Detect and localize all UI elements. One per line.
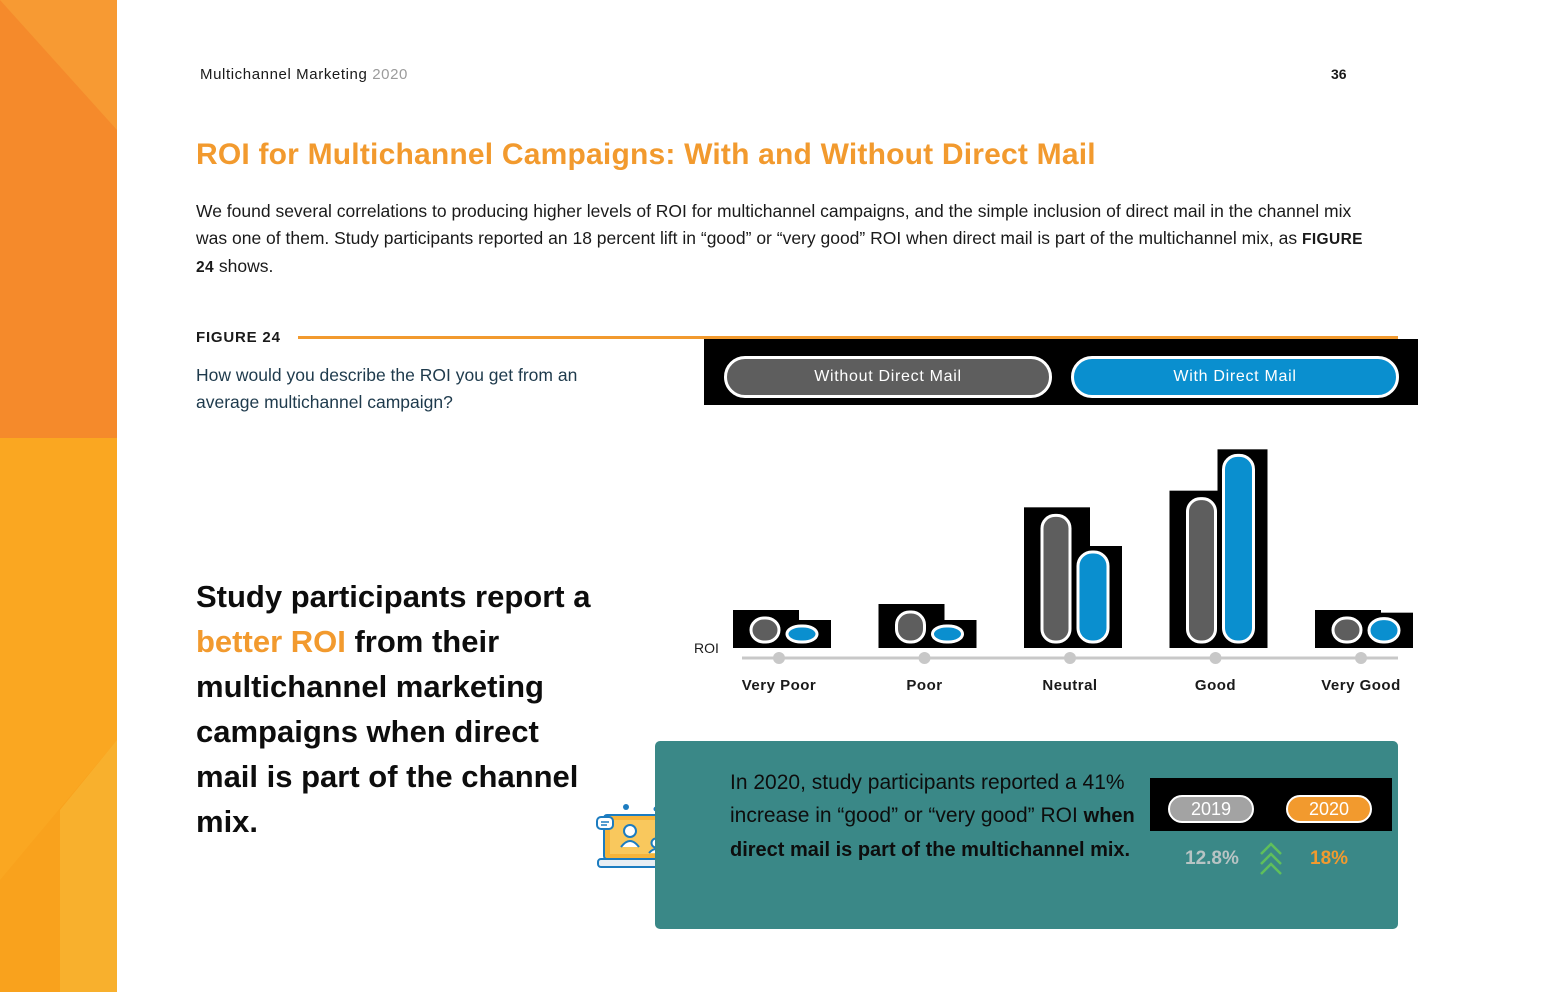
side-band-facets bbox=[0, 0, 117, 992]
figure-label: FIGURE 24 bbox=[196, 329, 281, 346]
bar-without-good bbox=[1188, 499, 1216, 642]
document-title bbox=[200, 66, 408, 83]
intro-paragraph bbox=[196, 198, 1376, 282]
callout-text-normal: In 2020, study participants reported a 41% increase in “good” or “very good” ROI bbox=[730, 771, 1125, 827]
bar-without-very-good bbox=[1333, 618, 1361, 642]
tick-label-neutral: Neutral bbox=[1042, 677, 1098, 694]
chevron-up-arrows-icon bbox=[1258, 842, 1284, 878]
axis-dot bbox=[1355, 652, 1367, 664]
intro-text-end: shows. bbox=[214, 256, 274, 276]
pct-2019: 12.8% bbox=[1185, 848, 1239, 869]
tick-label-very-good: Very Good bbox=[1321, 677, 1401, 694]
doc-year: 2020 bbox=[372, 66, 409, 83]
pull-quote bbox=[196, 574, 596, 844]
legend-with-direct-mail: With Direct Mail bbox=[1071, 356, 1399, 398]
y-axis-label: ROI bbox=[694, 640, 719, 656]
bar-with-neutral bbox=[1078, 552, 1108, 642]
axis-dot bbox=[1064, 652, 1076, 664]
doc-title-text: Multichannel Marketing bbox=[200, 66, 368, 83]
bar-with-very-poor bbox=[787, 626, 817, 642]
side-decoration-band bbox=[0, 0, 117, 992]
roi-bar-chart bbox=[690, 430, 1430, 715]
callout-text-bold: when direct mail is part of the multichannel mix. bbox=[730, 805, 1135, 861]
quote-part-1: Study participants report a bbox=[196, 579, 591, 614]
page-title: ROI for Multichannel Campaigns: With and Without Direct Mail bbox=[196, 138, 1096, 171]
pct-2020: 18% bbox=[1310, 848, 1349, 869]
callout-text bbox=[730, 766, 1140, 867]
tick-label-good: Good bbox=[1194, 677, 1237, 694]
chart-legend bbox=[704, 339, 1418, 405]
figure-question: How would you describe the ROI you get from an average multichannel campaign? bbox=[196, 365, 578, 412]
axis-dot bbox=[919, 652, 931, 664]
intro-text: We found several correlations to producing higher levels of ROI for multichannel campaigns, and the simple inclusion of direct mail in the channel mix was one of them. Study participants reported an 18 percent lift in “good” or “very good” ROI when direct mail is part of the multichannel mix, as bbox=[196, 201, 1352, 248]
bar-without-poor bbox=[897, 612, 925, 642]
tick-label-very-poor: Very Poor bbox=[741, 677, 817, 694]
bar-with-poor bbox=[933, 626, 963, 642]
bar-with-very-good bbox=[1369, 619, 1399, 642]
bar-without-neutral bbox=[1042, 515, 1070, 642]
axis-dot bbox=[1210, 652, 1222, 664]
legend-without-direct-mail: Without Direct Mail bbox=[724, 356, 1052, 398]
year-compare-box bbox=[1150, 778, 1392, 831]
axis-dot bbox=[773, 652, 785, 664]
bar-with-good bbox=[1224, 455, 1254, 642]
year-2020-pill: 2020 bbox=[1286, 795, 1372, 823]
year-2019-pill: 2019 bbox=[1168, 795, 1254, 823]
quote-part-2: from their multichannel marketing campaigns when direct mail is part of the channel mix. bbox=[196, 624, 579, 839]
intro-figure-ref: FIGURE 24 bbox=[196, 230, 1363, 276]
bar-without-very-poor bbox=[751, 618, 779, 642]
quote-highlight: better ROI bbox=[196, 624, 346, 659]
page-number: 36 bbox=[1331, 66, 1347, 82]
tick-label-poor: Poor bbox=[906, 677, 943, 694]
